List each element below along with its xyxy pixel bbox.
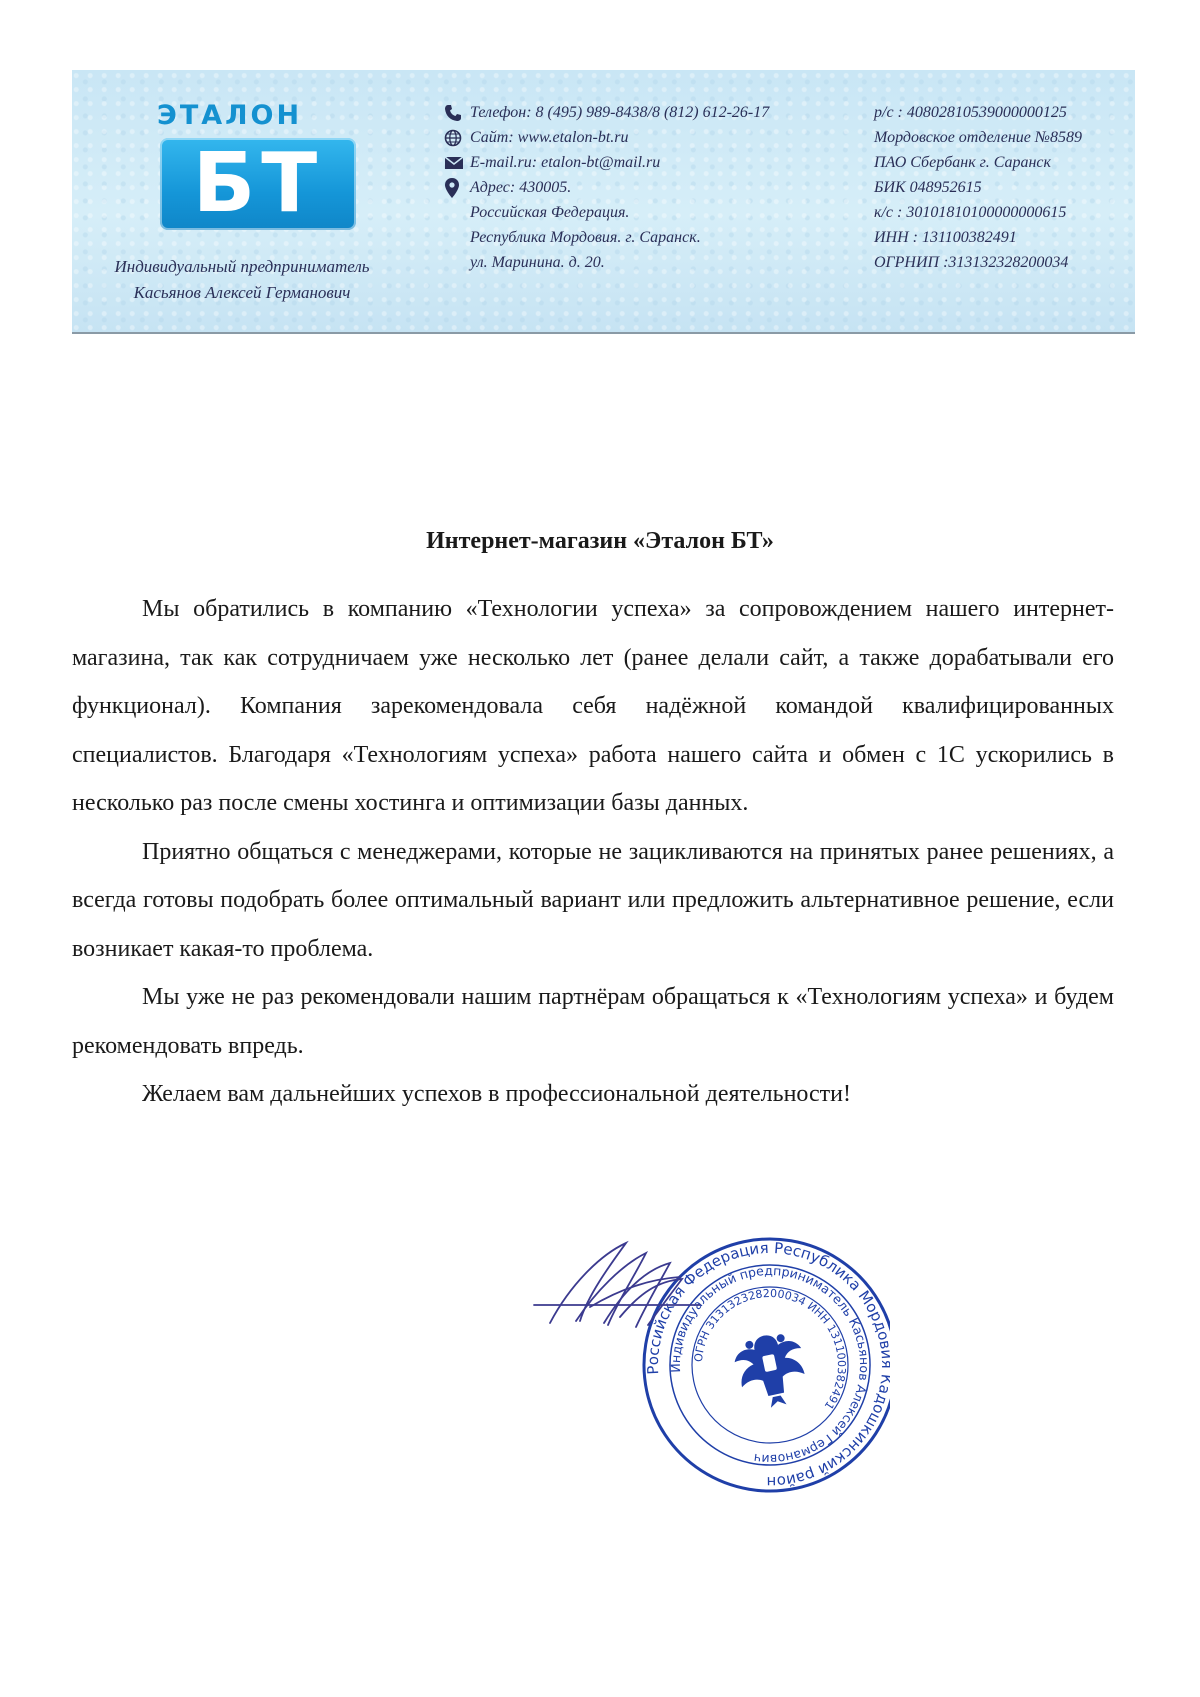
address-line-4: ул. Маринина. д. 20. bbox=[470, 254, 605, 271]
address-line-1: Адрес: 430005. bbox=[470, 179, 572, 196]
paragraph-2: Приятно общаться с менеджерами, которые не зацикливаются на принятых ранее решениях, а всегда готовы подобрать более оптимальный вариант или предложить альтернативное решение, если возникает какая-то проблема. bbox=[72, 838, 1114, 962]
owner-caption bbox=[92, 254, 392, 306]
address-line-3: Республика Мордовия. г. Саранск. bbox=[470, 229, 701, 246]
eagle-emblem-icon bbox=[731, 1329, 812, 1414]
map-pin-icon bbox=[444, 178, 470, 198]
letterhead bbox=[72, 70, 1135, 334]
signature-stamp-graphic bbox=[530, 1195, 890, 1495]
phone-icon bbox=[444, 104, 470, 122]
stamp-middle-text: Индивидуальный предприниматель Касьянов Алексей Германович bbox=[667, 1262, 873, 1468]
bank-ogrnip: ОГРНИП :313132328200034 bbox=[874, 254, 1069, 271]
globe-icon bbox=[444, 129, 470, 147]
bank-bik: БИК 048952615 bbox=[874, 179, 982, 196]
owner-line-1: Индивидуальный предприниматель bbox=[114, 257, 370, 276]
envelope-icon bbox=[444, 155, 470, 171]
document-body bbox=[72, 585, 1114, 1119]
logo-wordmark: ЭТАЛОН bbox=[157, 100, 303, 131]
address-line-2: Российская Федерация. bbox=[470, 204, 630, 221]
paragraph-1: Мы обратились в компанию «Технологии успеха» за сопровождением нашего интернет-магазина, так как сотрудничаем уже несколько лет (ранее делали сайт, а также дорабатывали его функционал). Компания зарекомендовала себя надёжной командой квалифицированных специалистов. Благодаря «Технологиям успеха» работа нашего сайта и обмен с 1С ускорились в несколько раз после смены хостинга и оптимизации базы данных. bbox=[72, 596, 1114, 816]
contact-phone bbox=[444, 100, 814, 125]
paragraph-4: Желаем вам дальнейших успехов в профессиональной деятельности! bbox=[142, 1081, 851, 1107]
bank-name: ПАО Сбербанк г. Саранск bbox=[874, 154, 1052, 171]
bank-corr-account: к/с : 30101810100000000615 bbox=[874, 204, 1067, 221]
document-title: Интернет-магазин «Эталон БТ» bbox=[426, 528, 774, 554]
site-text: Сайт: www.etalon-bt.ru bbox=[470, 129, 629, 146]
contact-address bbox=[444, 175, 814, 200]
bank-account: р/с : 40802810539000000125 bbox=[874, 104, 1067, 121]
signature-stamp-area bbox=[530, 1195, 890, 1495]
paragraph-3: Мы уже не раз рекомендовали нашим партнёрам обращаться к «Технологиям успеха» и будем рекомендовать впредь. bbox=[72, 984, 1114, 1059]
logo-badge bbox=[160, 138, 356, 230]
email-text: E-mail.ru: etalon-bt@mail.ru bbox=[470, 154, 661, 171]
bank-inn: ИНН : 131100382491 bbox=[874, 229, 1017, 246]
stamp-inner-text: ОГРН 313132328200034 ИНН 131100382491 bbox=[691, 1286, 849, 1412]
contact-email bbox=[444, 150, 814, 175]
bank-details bbox=[874, 100, 1124, 275]
bank-branch: Мордовское отделение №8589 bbox=[874, 129, 1082, 146]
contact-site bbox=[444, 125, 814, 150]
official-stamp bbox=[621, 1215, 890, 1495]
logo-badge-text: БТ bbox=[192, 136, 324, 231]
owner-line-2: Касьянов Алексей Германович bbox=[133, 283, 351, 302]
phone-text: Телефон: 8 (495) 989-8438/8 (812) 612-26-17 bbox=[470, 104, 770, 121]
contact-block bbox=[444, 100, 814, 275]
stamp-outer-text: Российская Федерация Республика Мордовия Кадошкинский район bbox=[643, 1238, 890, 1492]
